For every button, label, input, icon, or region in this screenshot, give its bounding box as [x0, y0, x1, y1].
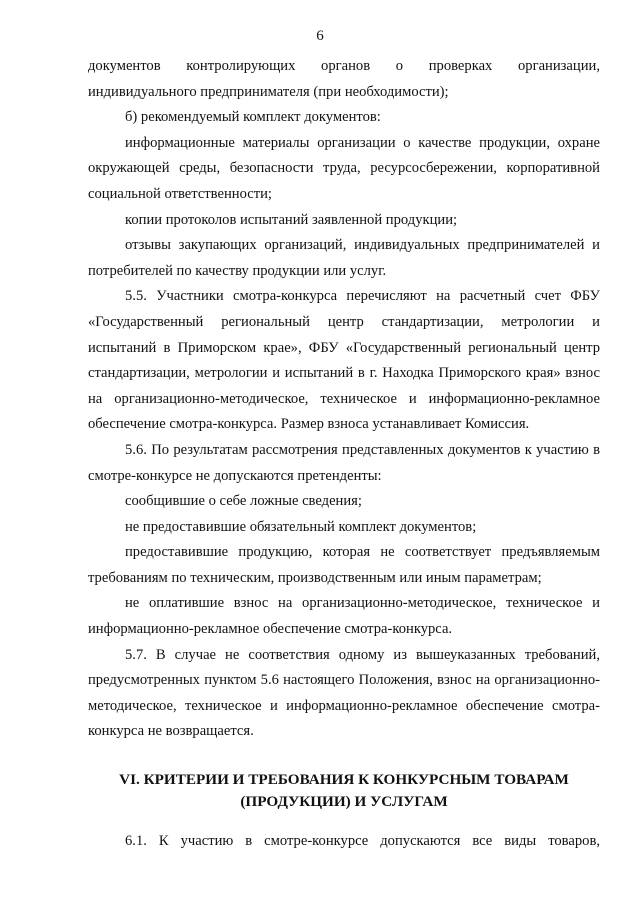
paragraph-5-6: 5.6. По результатам рассмотрения представленных документов к участию в смотре-конкурсе не допускаются претенденты: [88, 441, 600, 484]
page-number: 6 [316, 28, 324, 44]
paragraph-unpaid-fee: не оплатившие взнос на организационно-методическое, техническое и информационно-рекламное обеспечение смотра-конкурса. [88, 595, 600, 638]
paragraph-6-1: 6.1. К участию в смотре-конкурсе допускаются все виды товаров, [125, 833, 600, 850]
section-heading [88, 769, 600, 813]
paragraph-no-documents: не предоставившие обязательный комплект документов; [125, 518, 477, 535]
section-heading-line-1: VI. КРИТЕРИИ И ТРЕБОВАНИЯ К КОНКУРСНЫМ ТОВАРАМ [119, 771, 569, 789]
paragraph-info-materials: информационные материалы организации о качестве продукции, охране окружающей среды, безопасности труда, ресурсосбережении, корпоративной социальной ответственности; [88, 134, 600, 202]
paragraph-false-info: сообщившие о себе ложные сведения; [125, 493, 362, 510]
paragraph-5-7: 5.7. В случае не соответствия одному из вышеуказанных требований, предусмотренных пунктом 5.6 настоящего Положения, взнос на организационно-методическое, техническое и информационно-рекламное обеспечение смотра-конкурса не возвращается. [88, 646, 600, 740]
paragraph-test-protocols: копии протоколов испытаний заявленной продукции; [125, 211, 458, 228]
paragraph-nonconforming-product: предоставившие продукцию, которая не соответствует предъявляемым требованиям по техническим, производственным или иным параметрам; [88, 544, 600, 586]
document-body [88, 54, 600, 855]
paragraph-recommended-set: б) рекомендуемый комплект документов: [125, 109, 381, 126]
paragraph-5-5: 5.5. Участники смотра-конкурса перечисляют на расчетный счет ФБУ «Государственный региональный центр стандартизации, метрологии и испытаний в Приморском крае», ФБУ «Государственный региональный центр стандартизации, метрологии и испытаний в г. Находка Приморского края» взнос на организационно-методическое, техническое и информационно-рекламное обеспечение смотра-конкурса. Размер взноса устанавливает Комиссия. [88, 288, 600, 433]
paragraph-documents-control: документов контролирующих органов о проверках организации, индивидуального предпринимателя (при необходимости); [88, 58, 600, 100]
section-heading-line-2: (ПРОДУКЦИИ) И УСЛУГАМ [240, 793, 448, 811]
paragraph-reviews: отзывы закупающих организаций, индивидуальных предпринимателей и потребителей по качеству продукции или услуг. [88, 237, 600, 279]
